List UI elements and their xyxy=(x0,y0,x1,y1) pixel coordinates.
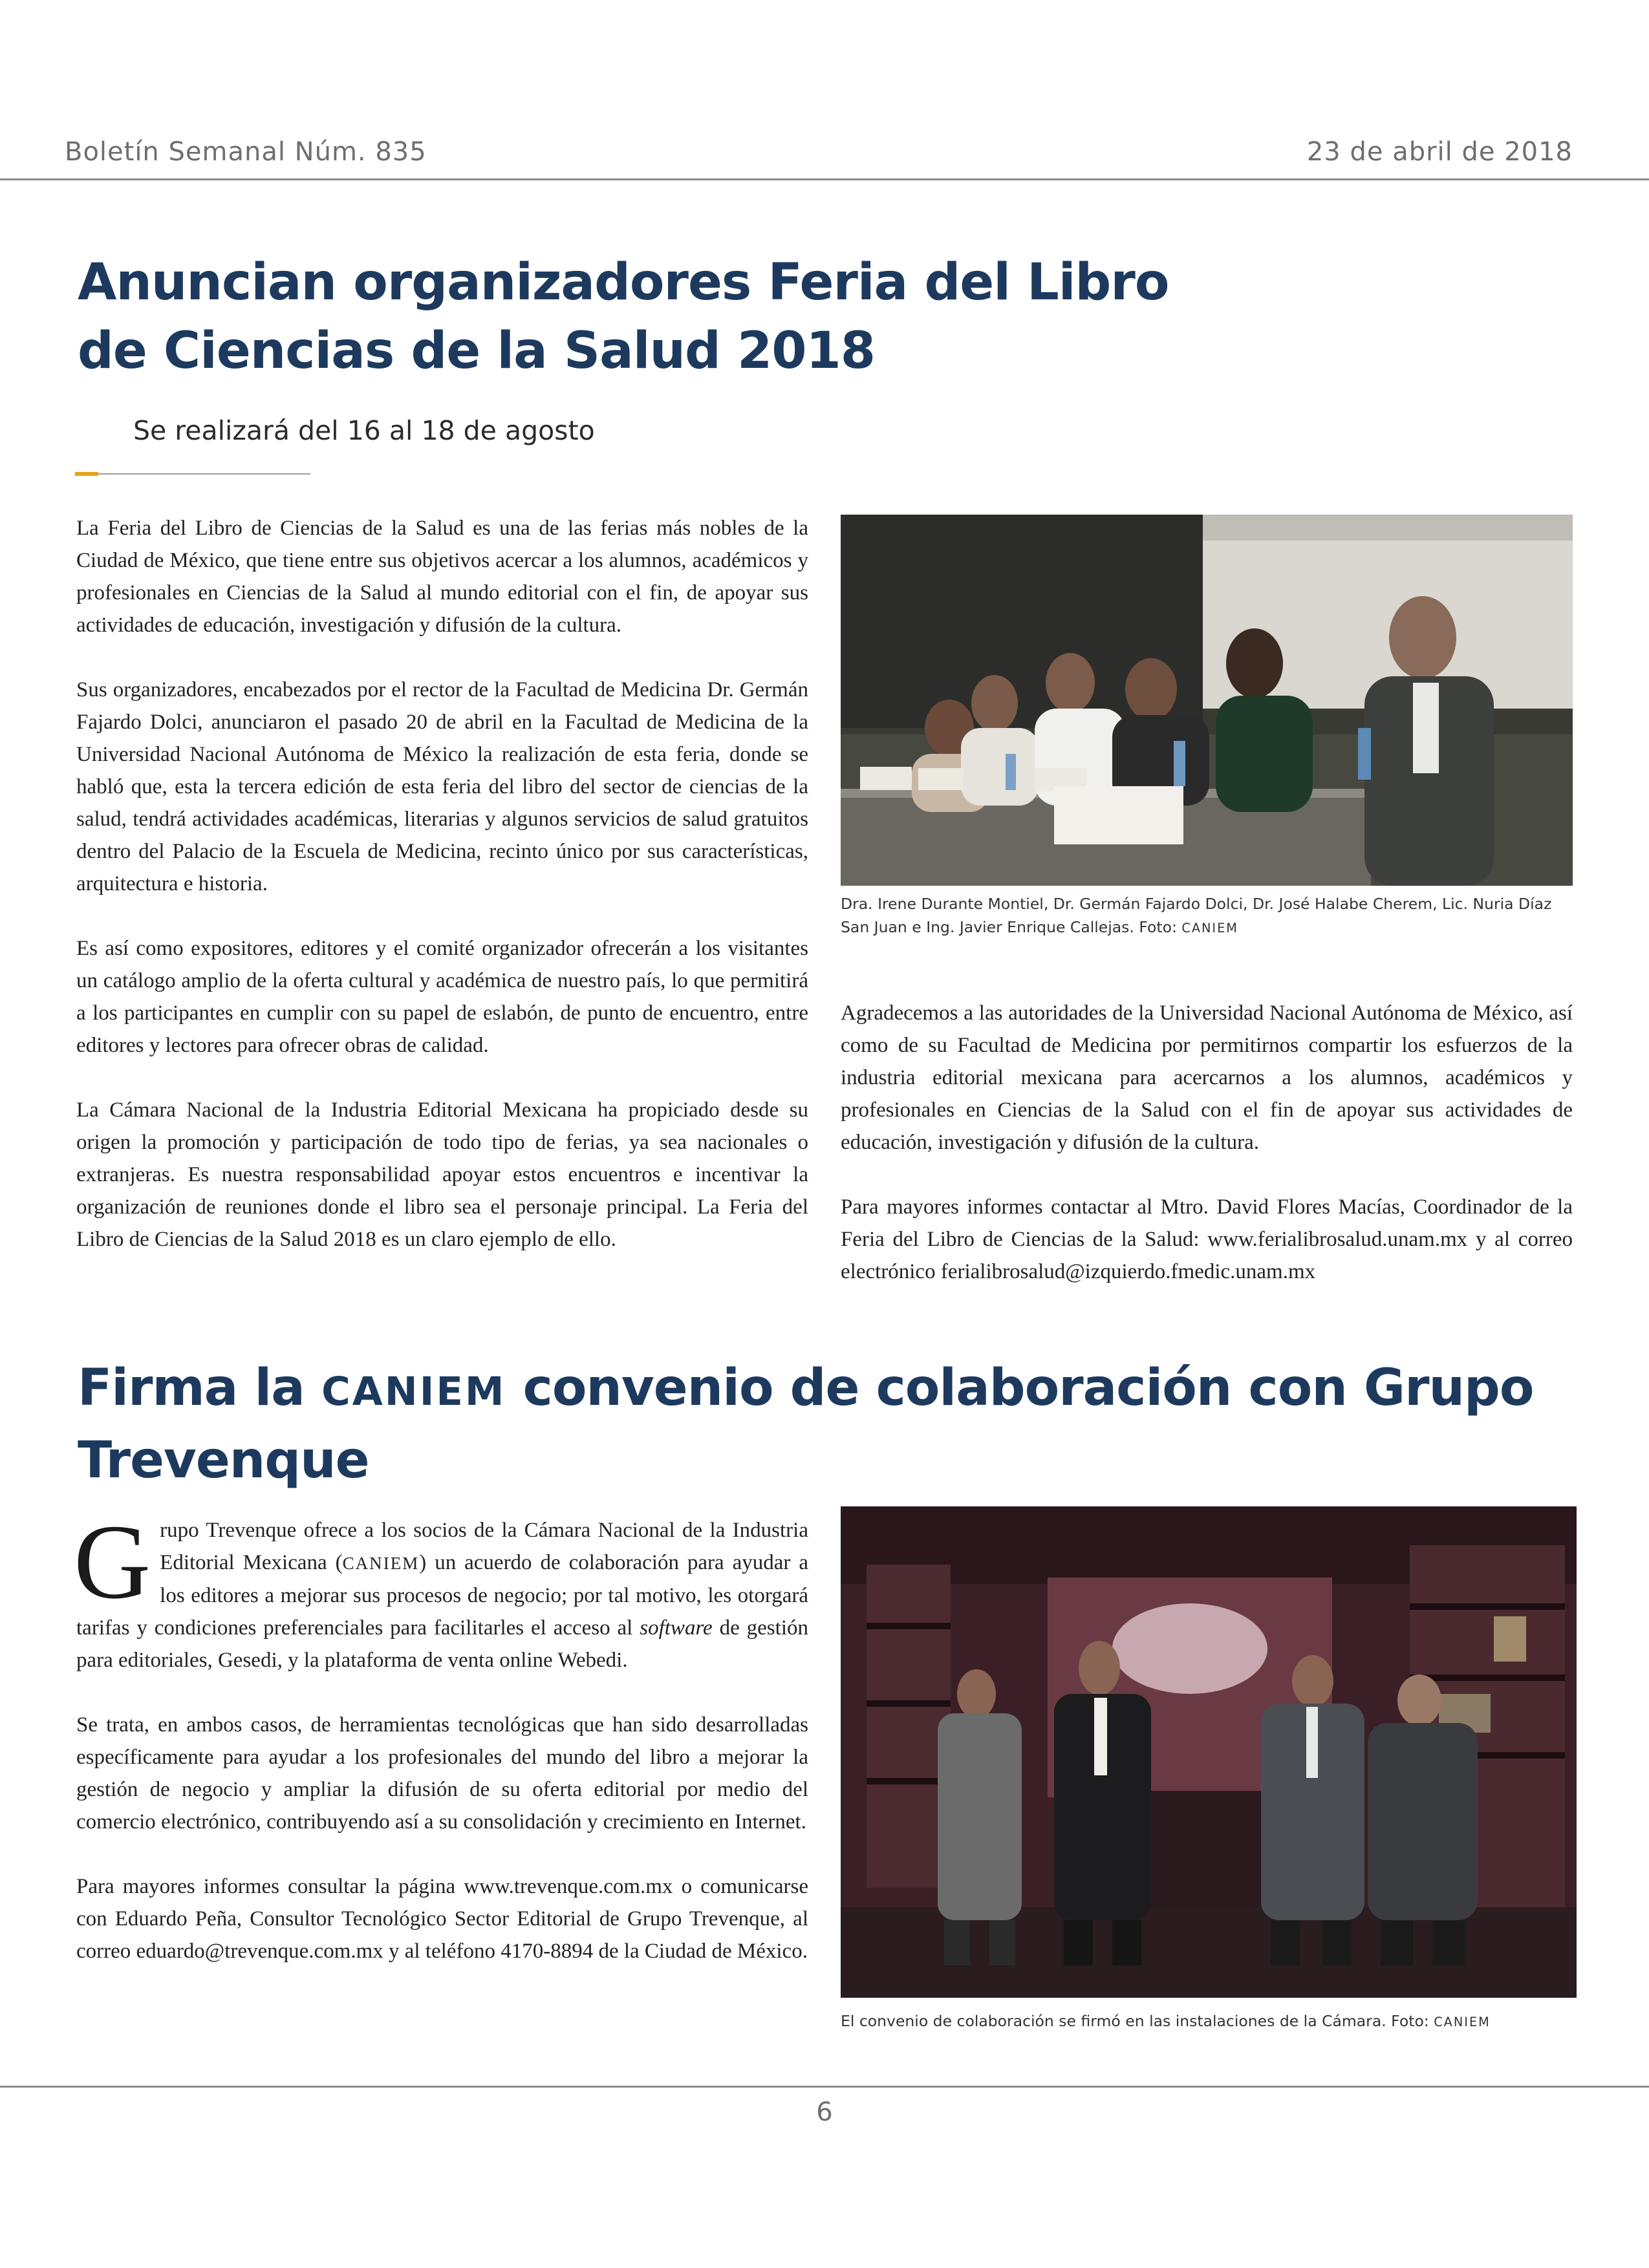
agreement-photo-image xyxy=(841,1506,1577,1998)
subtitle-rule xyxy=(98,473,310,475)
article2-title: Firma la CANIEM convenio de colaboración con Grupo Trevenque xyxy=(78,1359,1534,1490)
agreement-photo xyxy=(841,1506,1577,1998)
article2-paragraph: Para mayores informes consultar la página www.trevenque.com.mx o comunicarse con Eduardo Peña, Consultor Tecnológico Sector Editorial de Grupo Trevenque, al correo eduardo@trevenque.com.mx y al teléfono 4170-8894 de la Ciudad de México. xyxy=(76,1875,808,1963)
article1-caption: Dra. Irene Durante Montiel, Dr. Germán Fajardo Dolci, Dr. José Halabe Cherem, Lic. Nuria Díaz San Juan e Ing. Javier Enrique Callejas. Foto: CANIEM xyxy=(841,895,1552,936)
bulletin-issue: Boletín Semanal Núm. 835 xyxy=(65,137,427,167)
bulletin-date: 23 de abril de 2018 xyxy=(1306,137,1573,167)
article2-paragraph: Se trata, en ambos casos, de herramientas tecnológicas que han sido desarrolladas específicamente para ayudar a los profesionales del mundo del libro a mejorar la gestión de negocio y ampliar la difusión de su oferta editorial por medio del comercio electrónico, contribuyendo así a su consolidación y crecimiento en Internet. xyxy=(76,1713,808,1834)
article1-paragraph: La Cámara Nacional de la Industria Editorial Mexicana ha propiciado desde su origen la promoción y participación de todo tipo de ferias, ya sea nacionales o extranjeras. Es nuestra responsabilidad apoyar estos encuentros e incentivar la organización de reuniones donde el libro sea el personaje principal. La Feria del Libro de Ciencias de la Salud 2018 es un claro ejemplo de ello. xyxy=(76,1098,808,1251)
article1-subtitle: Se realizará del 16 al 18 de agosto xyxy=(133,415,595,446)
article2-caption: El convenio de colaboración se firmó en las instalaciones de la Cámara. Foto: CANIEM xyxy=(841,2012,1491,2030)
page-number: 6 xyxy=(816,2097,833,2127)
panel-photo-image xyxy=(841,515,1573,886)
article1-paragraph: Sus organizadores, encabezados por el rector de la Facultad de Medicina Dr. Germán Fajardo Dolci, anunciaron el pasado 20 de abril en la Facultad de Medicina de la Universidad Nacional Autónoma de México la realización de esta feria, donde se habló que, esta la tercera edición de esta feria del libro del sector de ciencias de la salud, tendrá actividades académicas, literarias y algunos servicios de salud gratuitos dentro del Palacio de la Escuela de Medicina, recinto único por sus características, arquitectura e historia. xyxy=(76,678,808,895)
drop-cap: G xyxy=(74,1503,151,1621)
article1-paragraph: Para mayores informes contactar al Mtro. David Flores Macías, Coordinador de la Feria del Libro de Ciencias de la Salud: www.ferialibrosalud.unam.mx y al correo electrónico ferialibrosalud@izquierdo.fmedic.unam.mx xyxy=(841,1195,1573,1283)
article2-paragraph: Grupo Trevenque ofrece a los socios de la Cámara Nacional de la Industria Editorial Mexicana (CANIEM) un acuerdo de colaboración para ayudar a los editores a mejorar sus procesos de negocio; por tal motivo, les otorgará tarifas y condiciones preferenciales para facilitarles el acceso al software de gestión para editoriales, Gesedi, y la plataforma de venta online Webedi. xyxy=(74,1503,808,1672)
article1-left-column xyxy=(76,512,808,1256)
article2-left-column xyxy=(74,1503,808,1967)
panel-photo xyxy=(841,515,1573,886)
article1-paragraph: Agradecemos a las autoridades de la Universidad Nacional Autónoma de México, así como de su Facultad de Medicina por permitirnos compartir los esfuerzos de la industria editorial mexicana para acercarnos a los alumnos, académicos y profesionales en Ciencias de la Salud con el fin de apoyar sus actividades de educación, investigación y difusión de la cultura. xyxy=(841,1001,1573,1154)
article1-paragraph: La Feria del Libro de Ciencias de la Salud es una de las ferias más nobles de la Ciudad de México, que tiene entre sus objetivos acercar a los alumnos, académicos y profesionales en Ciencias de la Salud al mundo editorial con el fin, de apoyar sus actividades de educación, investigación y difusión de la cultura. xyxy=(76,517,808,637)
article1-paragraph: Es así como expositores, editores y el comité organizador ofrecerán a los visitantes un catálogo amplio de la oferta cultural y académica de nuestro país, lo que permitirá a los participantes en cumplir con su papel de eslabón, de punto de encuentro, entre editores y lectores para ofrecer obras de calidad. xyxy=(76,937,808,1057)
accent-bar xyxy=(75,472,98,476)
article1-right-column xyxy=(841,997,1573,1288)
header-rule xyxy=(0,178,1649,180)
article1-title: Anuncian organizadores Feria del Libro de Ciencias de la Salud 2018 xyxy=(78,253,1169,380)
footer-rule xyxy=(0,2086,1649,2088)
